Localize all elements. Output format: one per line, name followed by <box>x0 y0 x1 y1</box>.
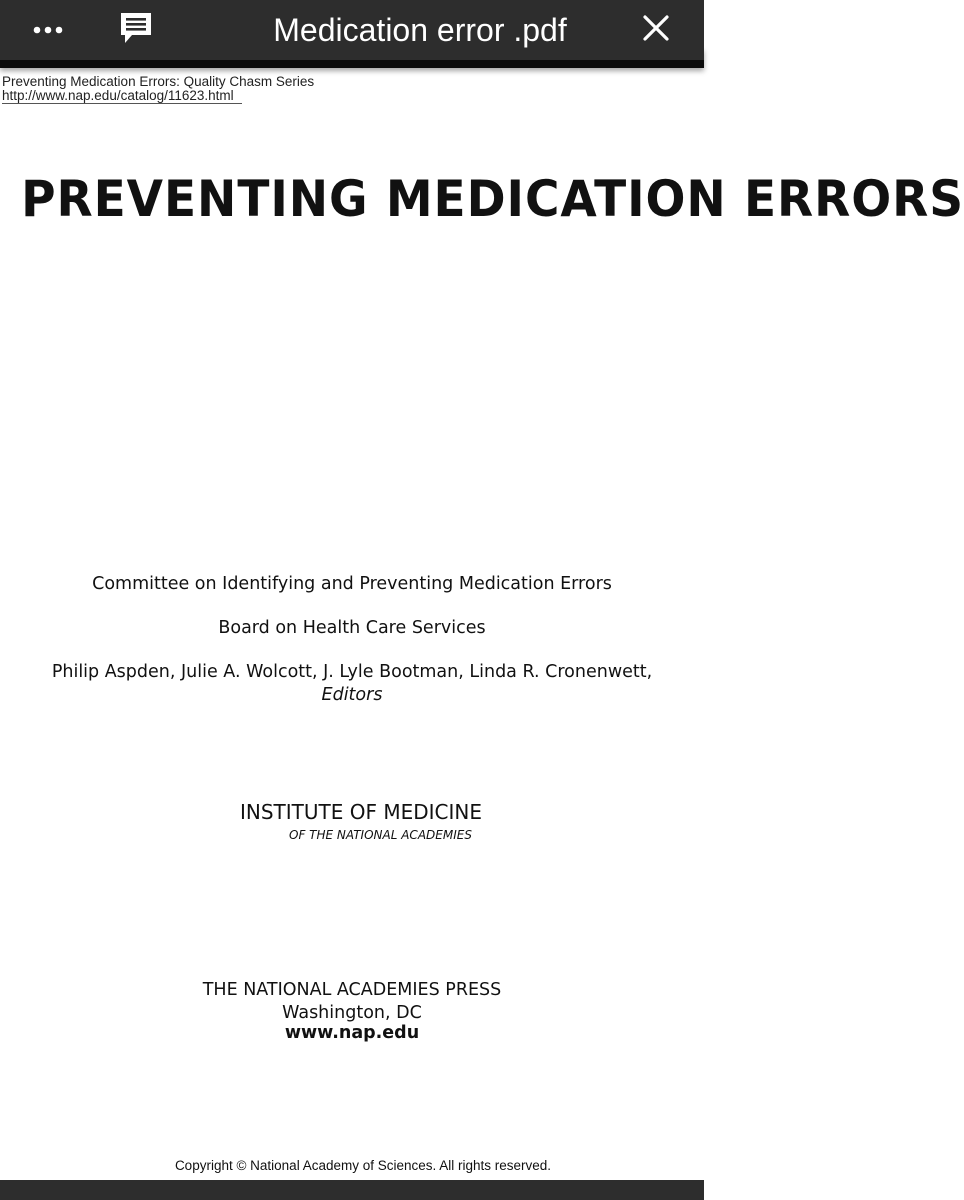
pdf-viewer-toolbar <box>0 0 704 60</box>
comment-button[interactable] <box>114 10 158 50</box>
page-header-title: Preventing Medication Errors: Quality Chasm Series <box>2 74 315 89</box>
committee-name: Committee on Identifying and Preventing Medication Errors <box>92 574 612 594</box>
publisher-website[interactable]: www.nap.edu <box>284 1023 420 1043</box>
bottom-bar <box>0 1180 704 1200</box>
close-icon <box>642 14 670 47</box>
institute-subtitle: OF THE NATIONAL ACADEMIES <box>289 828 472 842</box>
more-dots-icon <box>33 21 63 39</box>
header-link-underline <box>2 103 242 104</box>
pdf-page[interactable] <box>0 68 964 1180</box>
board-name: Board on Health Care Services <box>218 618 486 638</box>
publisher-city: Washington, DC <box>282 1003 422 1023</box>
comment-icon <box>118 11 154 50</box>
editors-label: Editors <box>321 685 383 705</box>
book-title: PREVENTING MEDICATION ERRORS <box>21 170 964 228</box>
institute-name: INSTITUTE OF MEDICINE <box>240 800 482 824</box>
more-options-button[interactable] <box>28 16 68 44</box>
document-title: Medication error .pdf <box>273 12 567 48</box>
page-header-link[interactable]: http://www.nap.edu/catalog/11623.html <box>2 88 234 103</box>
copyright-notice: Copyright © National Academy of Sciences. All rights reserved. <box>174 1158 552 1173</box>
publisher-name: THE NATIONAL ACADEMIES PRESS <box>202 980 502 1000</box>
close-button[interactable] <box>636 10 676 50</box>
editors-names: Philip Aspden, Julie A. Wolcott, J. Lyle Bootman, Linda R. Cronenwett, <box>51 662 653 682</box>
